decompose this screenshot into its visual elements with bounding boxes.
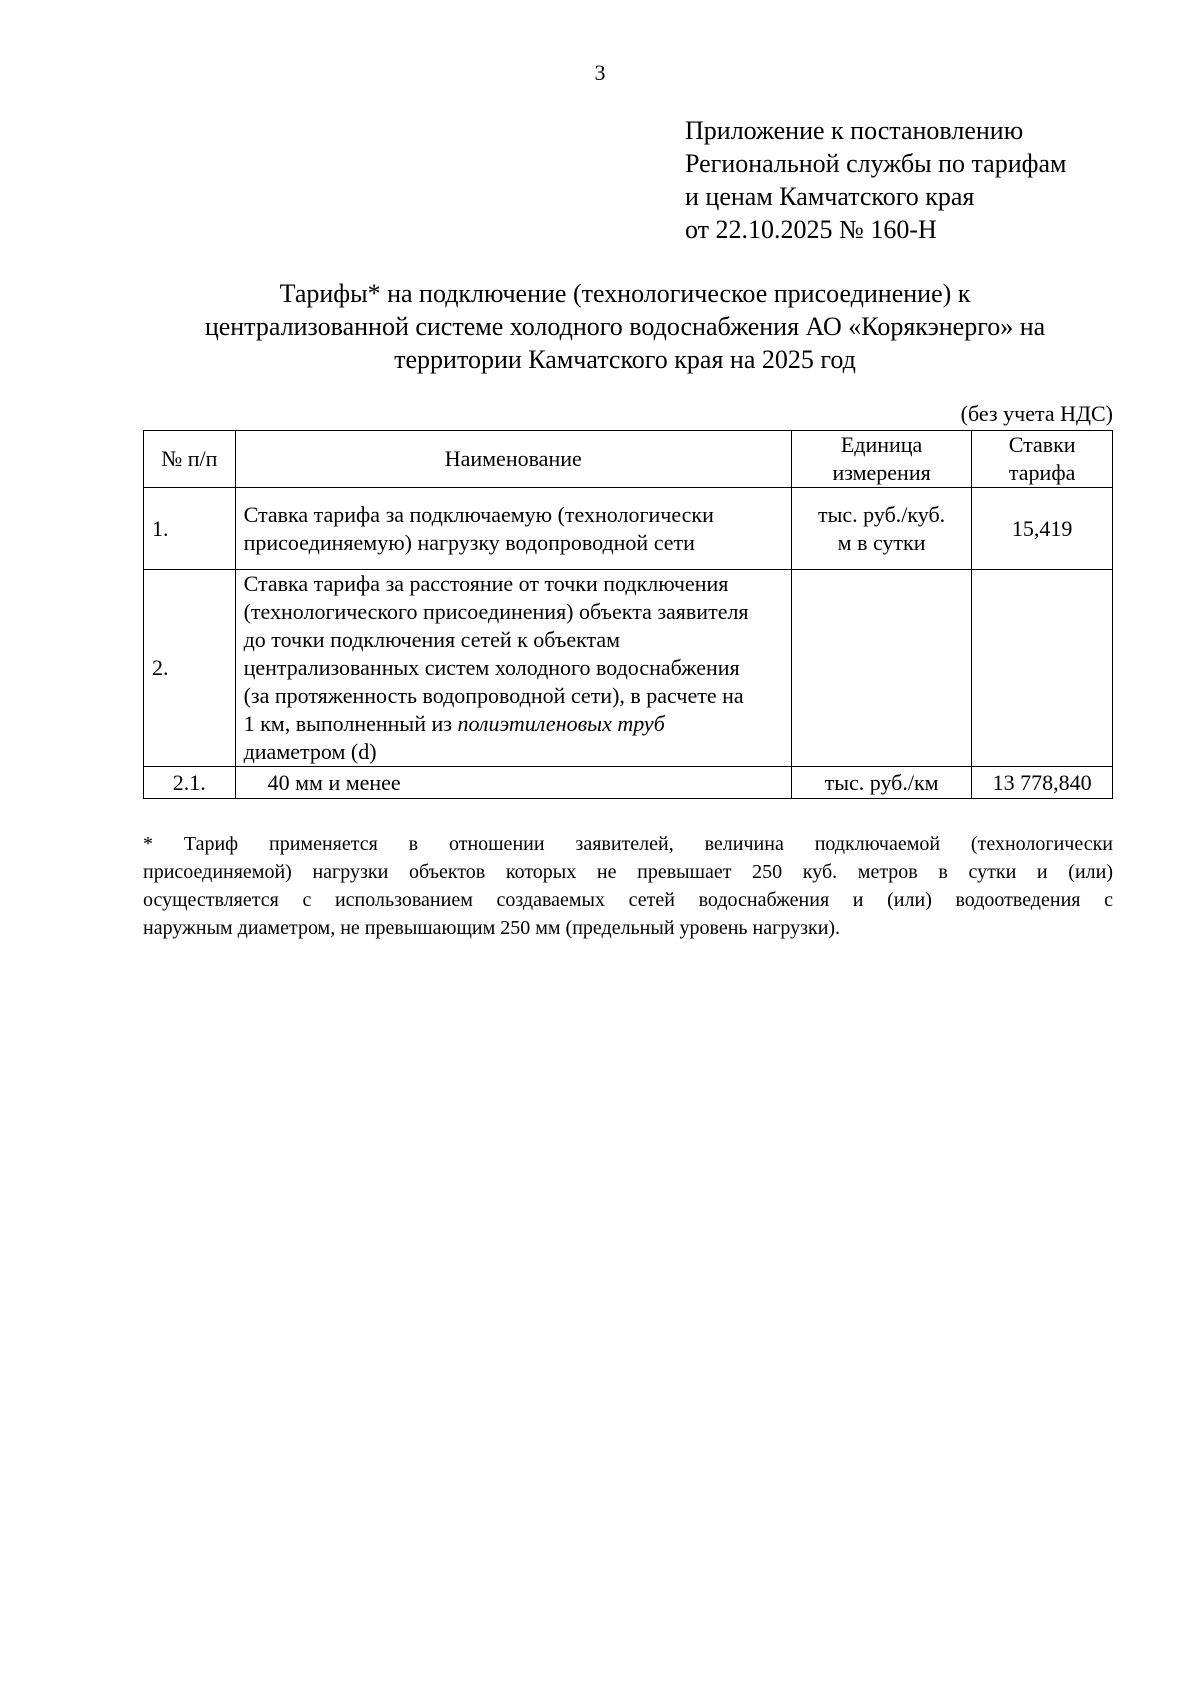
header-unit [791, 431, 971, 488]
table-row [144, 767, 1113, 799]
header-num: № п/п [144, 431, 236, 488]
row-name-line: диаметром (d) [243, 739, 377, 764]
appendix-header [685, 114, 1066, 246]
row-name-line: Ставка тарифа за подключаемую (технологически [243, 501, 714, 527]
row-name-line: Ставка тарифа за расстояние от точки подключения [243, 571, 729, 596]
row-name-line: (за протяженность водопроводной сети), в расчете на [243, 683, 744, 708]
row-name-line: присоединяемую) нагрузку водопроводной сети [243, 529, 695, 555]
footnote-line: осуществляется с использованием создаваемых сетей водоснабжения и (или) водоотведения с [143, 889, 1113, 911]
appendix-line: Региональной службы по тарифам [685, 149, 1067, 178]
row-name-line: до точки подключения сетей к объектам [243, 627, 621, 652]
row-num: 2. [144, 570, 236, 767]
row-unit-line: тыс. руб./куб. [817, 501, 946, 527]
row-num: 1. [144, 488, 236, 570]
row-rate: 13 778,840 [972, 767, 1113, 799]
footnote-line: * Тариф применяется в отношении заявителей, величина подключаемой (технологически [143, 833, 1113, 855]
table-header-row [144, 431, 1113, 488]
row-name-italic-text: полиэтиленовых труб [457, 711, 665, 736]
footnote [143, 830, 1113, 942]
row-unit-line: м в сутки [837, 529, 926, 555]
appendix-line: Приложение к постановлению [685, 116, 1024, 145]
row-rate-empty [972, 570, 1113, 767]
header-rate-line: тарифа [1008, 460, 1076, 485]
header-unit-line: измерения [832, 460, 931, 485]
header-name: Наименование [235, 431, 791, 488]
row-name [235, 488, 791, 570]
tariff-table [143, 430, 1113, 799]
row-unit-empty [791, 570, 971, 767]
appendix-line: и ценам Камчатского края [685, 182, 975, 211]
title-line: централизованной системе холодного водоснабжения АО «Корякэнерго» на [204, 312, 1046, 341]
row-unit [791, 488, 971, 570]
header-rate [972, 431, 1113, 488]
row-name [235, 570, 791, 767]
row-rate: 15,419 [972, 488, 1113, 570]
row-name-line: централизованных систем холодного водоснабжения [243, 655, 740, 680]
table-row [144, 488, 1113, 570]
header-rate-line: Ставки [1008, 432, 1076, 457]
row-name-line [244, 710, 783, 738]
document-title [150, 277, 1100, 376]
table-row [144, 570, 1113, 767]
row-num: 2.1. [144, 767, 236, 799]
row-name [235, 767, 791, 799]
footnote-line: наружным диаметром, не превышающим 250 мм (предельный уровень нагрузки). [143, 917, 841, 939]
title-line: Тарифы* на подключение (технологическое присоединение) к [279, 279, 971, 308]
row-unit: тыс. руб./км [791, 767, 971, 799]
page-number: 3 [594, 60, 606, 85]
row-name-line: (технологического присоединения) объекта заявителя [243, 599, 749, 624]
header-unit-line: Единица [840, 432, 923, 457]
footnote-line: присоединяемой) нагрузки объектов которых не превышает 250 куб. метров в сутки и (или) [143, 861, 1113, 883]
title-line: территории Камчатского края на 2025 год [394, 345, 856, 374]
row-name-text: 40 мм и менее [267, 769, 401, 795]
appendix-line: от 22.10.2025 № 160-Н [685, 215, 937, 244]
row-name-text: 1 км, выполненный из [243, 711, 458, 736]
vat-note: (без учета НДС) [960, 401, 1113, 426]
